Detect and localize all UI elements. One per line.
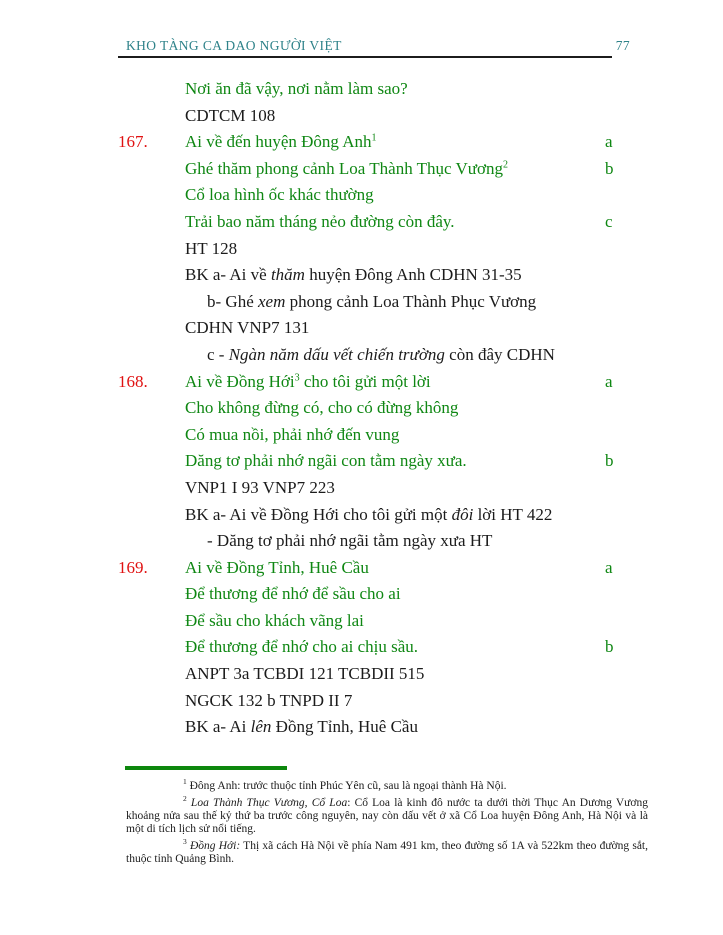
footnote-ref-superscript: 3 — [183, 837, 187, 847]
text-segment: - Dăng tơ phải nhớ ngãi tằm ngày xưa HT — [207, 531, 493, 551]
text-segment: Để sầu cho khách vãng lai — [185, 610, 364, 630]
reference-line — [118, 688, 678, 715]
text-segment: Dăng tơ phải nhớ ngãi con tằm ngày xưa. — [185, 451, 467, 471]
footnote-ref-superscript: 3 — [294, 371, 300, 383]
reference-line — [118, 315, 678, 342]
verse-marker: b — [605, 158, 614, 178]
text-segment: BK a- Ai — [185, 717, 251, 737]
text-segment: Trải bao năm tháng nẻo đường còn đây. — [185, 211, 455, 231]
text-segment: Đồng Hới: — [189, 840, 241, 852]
text-segment: đôi — [451, 504, 474, 524]
text-segment: VNP1 I 93 VNP7 223 — [185, 477, 335, 497]
verse-line — [118, 395, 678, 422]
verse-line — [118, 422, 678, 449]
line-text — [207, 289, 536, 316]
text-segment: Đồng Tỉnh, Huê Cầu — [271, 717, 418, 737]
text-segment: Để thương để nhớ cho ai chịu sầu. — [185, 637, 419, 657]
reference-line — [118, 475, 678, 502]
text-segment: Nơi ăn đã vậy, nơi nằm làm sao? — [185, 79, 408, 98]
text-segment: BK a- Ai về — [185, 265, 271, 285]
verse-line — [118, 369, 678, 396]
line-text — [185, 448, 467, 475]
line-text — [185, 395, 458, 422]
verse-number: 169. — [118, 557, 148, 577]
text-segment: Ghé thăm phong cảnh Loa Thành Thục Vương — [185, 158, 504, 178]
footnote — [126, 837, 648, 866]
line-text — [185, 76, 408, 103]
text-segment: Ai về Đồng Tỉnh, Huê Cầu — [185, 557, 369, 577]
line-text — [185, 475, 335, 502]
text-segment: Cho không đừng có, cho có đừng không — [185, 398, 459, 418]
text-segment: BK a- Ai về Đồng Hới cho tôi gửi một — [185, 504, 452, 524]
line-text — [185, 156, 508, 183]
reference-line — [118, 502, 678, 529]
text-segment: NGCK 132 b TNPD II 7 — [185, 690, 353, 710]
page-number: 77 — [615, 38, 630, 53]
text-segment: HT 128 — [185, 238, 238, 258]
page-header — [118, 38, 630, 54]
text-segment: c - — [207, 344, 229, 364]
text-segment: ANPT 3a TCBDI 121 TCBDII 515 — [185, 664, 425, 684]
line-text — [185, 714, 418, 741]
reference-line — [118, 103, 678, 130]
line-text — [185, 688, 352, 715]
verse-marker: b — [605, 451, 614, 471]
verse-marker: b — [605, 637, 614, 657]
verse-line — [118, 448, 678, 475]
line-text — [185, 315, 309, 342]
reference-line — [118, 714, 678, 741]
text-segment: xem — [257, 291, 286, 311]
verse-marker: a — [605, 557, 613, 577]
verse-line — [118, 608, 678, 635]
line-text — [185, 608, 364, 635]
text-segment: Ai về đến huyện Đông Anh — [185, 132, 372, 152]
text-segment: : Cổ Loa là kinh đô nước ta dưới thời Thục An Dương Vương khoảng nửa sau thế kỷ thứ ba trước công nguyên, nay còn dấu vết ở xã Cổ Loa huyện Đông Anh, Hà Nội và là một di tích lịch sử nổi tiếng. — [126, 797, 648, 835]
book-title: KHO TÀNG CA DAO NGƯỜI VIỆT — [126, 38, 342, 53]
text-segment: cho tôi gửi một lời — [299, 371, 431, 391]
reference-line — [118, 342, 678, 369]
verse-line — [118, 156, 678, 183]
text-segment: Để thương để nhớ để sầu cho ai — [185, 584, 401, 604]
line-text — [185, 661, 424, 688]
text-segment: lời HT 422 — [473, 504, 553, 524]
line-text — [185, 103, 275, 130]
line-text — [185, 369, 431, 396]
verse-marker: c — [605, 211, 613, 231]
text-segment: CDHN VNP7 131 — [185, 318, 310, 338]
verse-line — [118, 129, 678, 156]
line-text — [185, 262, 522, 289]
line-text — [185, 236, 237, 263]
text-segment: Đông Anh: trước thuộc tỉnh Phúc Yên cũ, sau là ngoại thành Hà Nội. — [186, 780, 507, 792]
verse-marker: a — [605, 371, 613, 391]
line-text — [185, 129, 377, 156]
text-segment: Ai về Đồng Hới — [185, 371, 295, 391]
line-text — [185, 634, 418, 661]
text-segment: huyện Đông Anh CDHN 31-35 — [304, 265, 522, 285]
verse-line — [118, 555, 678, 582]
text-segment: CDTCM 108 — [185, 105, 276, 125]
footnote-ref-superscript: 2 — [183, 794, 187, 804]
text-segment: phong cảnh Loa Thành Phục Vương — [285, 291, 537, 311]
reference-line — [118, 236, 678, 263]
verse-number: 167. — [118, 132, 148, 152]
verse-content — [118, 76, 678, 741]
verse-line — [118, 581, 678, 608]
text-segment: thăm — [270, 265, 305, 285]
line-text — [207, 342, 555, 369]
verse-line — [118, 634, 678, 661]
reference-line — [118, 528, 678, 555]
footnotes — [126, 777, 648, 870]
verse-line — [118, 76, 678, 103]
text-segment: Loa Thành Thục Vương, Cổ Loa — [190, 797, 348, 809]
header-rule — [118, 56, 612, 58]
text-segment: Cổ loa hình ốc khác thường — [185, 185, 374, 205]
line-text — [185, 502, 552, 529]
line-text — [207, 528, 492, 555]
reference-line — [118, 661, 678, 688]
text-segment: b- Ghé — [207, 291, 258, 311]
text-segment: Có mua nồi, phải nhớ đến vung — [185, 424, 400, 444]
text-segment: Thị xã cách Hà Nội về phía Nam 491 km, theo đường số 1A và 522km theo đường sắt, thuộc tỉnh Quảng Bình. — [126, 840, 648, 865]
text-segment: còn đây CDHN — [444, 344, 555, 364]
footnote-separator — [125, 766, 287, 770]
line-text — [185, 555, 369, 582]
footnote-ref-superscript: 2 — [503, 159, 509, 171]
line-text — [185, 422, 399, 449]
verse-line — [118, 182, 678, 209]
reference-line — [118, 262, 678, 289]
line-text — [185, 581, 401, 608]
reference-line — [118, 289, 678, 316]
line-text — [185, 182, 374, 209]
footnote — [126, 794, 648, 836]
verse-number: 168. — [118, 371, 148, 391]
footnote-ref-superscript: 1 — [371, 132, 377, 144]
verse-marker: a — [605, 132, 613, 152]
footnote — [126, 777, 648, 793]
text-segment: lên — [250, 717, 272, 737]
footnote-ref-superscript: 1 — [183, 777, 187, 787]
verse-line — [118, 209, 678, 236]
text-segment: Ngàn năm dấu vết chiến trường — [228, 344, 445, 364]
line-text — [185, 209, 455, 236]
